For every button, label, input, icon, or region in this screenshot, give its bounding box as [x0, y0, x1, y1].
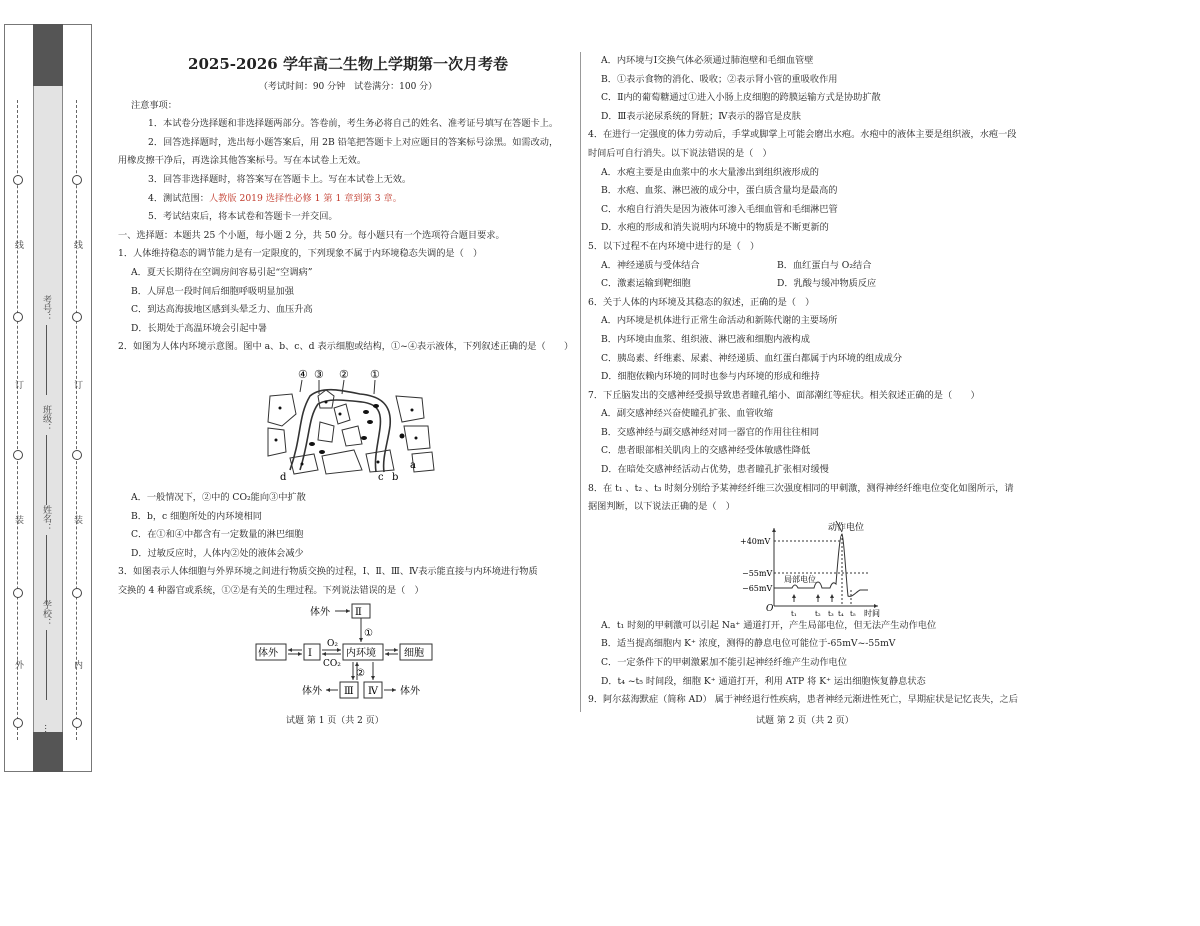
question-3: 3．如图表示人体细胞与外界环境之间进行物质交换的过程，Ⅰ、Ⅱ、Ⅲ、Ⅳ表示能直接与内环境进行物质 — [118, 566, 538, 578]
system-2-box: Ⅱ — [355, 607, 362, 618]
option: B．交感神经与副交感神经对同一器官的作用往往相同 — [601, 426, 820, 438]
x-axis-label: 时间 — [864, 609, 880, 618]
binding-word-inner: 内 — [72, 660, 82, 669]
label-4: ④ — [298, 368, 308, 381]
option: C．一定条件下的甲刺激累加不能引起神经纤维产生动作电位 — [601, 657, 847, 669]
option: B．b，c 细胞所处的内环境相同 — [131, 510, 262, 522]
cell-box: 细胞 — [404, 648, 424, 659]
option-row — [588, 257, 1048, 276]
binding-dots: … — [42, 724, 52, 733]
outside-label: 体外 — [310, 607, 330, 618]
option: A．内环境是机体进行正常生命活动和新陈代谢的主要场所 — [601, 315, 838, 327]
outside-label: 体外 — [400, 686, 420, 697]
option: C．患者眼部相关肌肉上的交感神经受体敏感性降低 — [601, 445, 811, 457]
option: D．水疱的形成和消失说明内环境中的物质是不断更新的 — [601, 222, 829, 234]
option: B．人屏息一段时间后细胞呼吸明显加强 — [131, 285, 294, 297]
option: C．Ⅱ内的葡萄糖通过①进入小肠上皮细胞的跨膜运输方式是协助扩散 — [601, 92, 881, 104]
id-field — [40, 295, 53, 395]
x-tick: t₂ — [815, 610, 821, 618]
binding-word-outer: 外 — [13, 660, 23, 669]
outer-dashed-line — [17, 100, 18, 740]
question-8-cont: 据图判断，以下说法正确的是（ ） — [588, 501, 735, 513]
label-d: d — [280, 472, 287, 482]
local-potential-label: 局部电位 — [784, 575, 816, 584]
binding-word-outer: 线 — [13, 240, 23, 249]
option: D．长期处于高温环境会引起中暑 — [131, 322, 267, 334]
notice-item: 用橡皮擦干净后，再选涂其他答案标号。写在本试卷上无效。 — [118, 155, 367, 167]
question-8: 8．在 t₁ 、t₂ 、t₃ 时刻分别给予某神经纤维三次强度相同的甲刺激，测得神经纤维电位变化如图所示，请 — [588, 482, 1014, 494]
binding-circle — [72, 718, 82, 728]
outside-label: 体外 — [302, 686, 322, 697]
option: C．水疱自行消失是因为液体可渗入毛细血管和毛细淋巴管 — [601, 203, 838, 215]
label-a: a — [410, 460, 416, 471]
notice-item: 1．本试卷分选择题和非选择题两部分。答卷前，考生务必将自己的姓名、准考证号填写在答题卡上。 — [148, 118, 559, 130]
option: B．内环境由血浆、组织液、淋巴液和细胞内液构成 — [601, 333, 810, 345]
system-3-box: Ⅲ — [344, 686, 354, 697]
question-4: 4．在进行一定强度的体力劳动后，手掌或脚掌上可能会磨出水疱。水疱中的液体主要是组织液，水疱一段 — [588, 129, 1017, 141]
notice-item: 5．考试结束后，将本试卷和答题卡一并交回。 — [148, 211, 338, 223]
section-heading: 一、选择题：本题共 25 个小题，每小题 2 分，共 50 分。每小题只有一个选项符合题目要求。 — [118, 229, 505, 241]
option: B．适当提高细胞内 K⁺ 浓度，测得的静息电位可能位于-65mV~-55mV — [601, 638, 896, 650]
option: A．t₁ 时刻的甲刺激可以引起 Na⁺ 通道打开，产生局部电位，但无法产生动作电位 — [601, 619, 937, 631]
exam-title: 2025-2026 学年高二生物上学期第一次月考卷 — [188, 55, 508, 73]
notice-item: 3．回答非选择题时，将答案写在答题卡上。写在本试卷上无效。 — [148, 173, 412, 185]
option: B．血红蛋白与 O₂结合 — [777, 259, 872, 271]
option: D．在暗处交感神经活动占优势，患者瞳孔扩张相对缓慢 — [601, 464, 829, 476]
question-3-cont: 交换的 4 种器官或系统，①②是有关的生理过程。下列说法错误的是（ ） — [118, 584, 424, 596]
option-row — [588, 275, 1048, 294]
y-tick: −65mV — [742, 584, 773, 593]
option: C．激素运输到靶细胞 — [601, 278, 691, 290]
binding-word-inner: 装 — [72, 515, 82, 524]
question-5: 5．以下过程不在内环境中进行的是（ ） — [588, 240, 760, 252]
binding-bottom-block — [33, 732, 63, 772]
question-7: 7．下丘脑发出的交感神经受损导致患者瞳孔缩小、面部潮红等症状。相关叙述正确的是（ ） — [588, 389, 980, 401]
notice-scope-label: 4．测试范围： — [148, 192, 209, 204]
process-2: ② — [356, 668, 365, 679]
option: D．乳酸与缓冲物质反应 — [777, 278, 877, 290]
option: D．过敏反应时，人体内②处的液体会减少 — [131, 547, 304, 559]
class-label: 班级： — [41, 405, 51, 432]
question-6: 6．关于人体的内环境及其稳态的叙述，正确的是（ ） — [588, 296, 815, 308]
option: A．内环境与Ⅰ交换气体必须通过肺泡壁和毛细血管壁 — [601, 55, 814, 66]
binding-top-block — [33, 24, 63, 86]
binding-word-outer: 订 — [13, 380, 23, 389]
option: C．胰岛素、纤维素、尿素、神经递质、血红蛋白都属于内环境的组成成分 — [601, 352, 903, 364]
center-box: 内环境 — [346, 648, 376, 659]
school-label: 学校： — [41, 600, 51, 627]
label-2: ② — [339, 368, 349, 381]
option: C．到达高海拔地区感到头晕乏力、血压升高 — [131, 304, 313, 316]
co2-label: CO₂ — [323, 659, 341, 669]
page1-column — [118, 50, 578, 600]
o2-label: O₂ — [327, 639, 338, 649]
binding-word-outer: 装 — [13, 515, 23, 524]
binding-circle — [13, 718, 23, 728]
binding-word-inner: 线 — [72, 240, 82, 249]
x-tick: t₄ — [838, 610, 844, 618]
label-c: c — [378, 472, 384, 482]
binding-circle — [72, 450, 82, 460]
binding-circle — [72, 175, 82, 185]
binding-word-inner: 订 — [72, 380, 82, 389]
binding-circle — [13, 588, 23, 598]
option: C．在①和④中都含有一定数量的淋巴细胞 — [131, 529, 304, 541]
option: D．Ⅲ表示泌尿系统的肾脏；Ⅳ表示的器官是皮肤 — [601, 110, 801, 122]
option: B．水疱、血浆、淋巴液的成分中，蛋白质含量均是最高的 — [601, 185, 838, 197]
option: D．t₄ ~t₅ 时间段，细胞 K⁺ 通道打开，利用 ATP 将 K⁺ 运出细胞恢复静息状态 — [601, 675, 926, 687]
name-field — [40, 505, 53, 605]
y-tick: +40mV — [740, 537, 771, 546]
page2-footer: 试题 第 2 页（共 2 页） — [756, 716, 854, 726]
system-1-box: Ⅰ — [308, 648, 312, 659]
origin-label: O — [766, 604, 774, 614]
question-9: 9．阿尔兹海默症（简称 AD） 属于神经退行性疾病，患者神经元渐进性死亡，早期症状是记忆丧失，之后 — [588, 694, 1018, 706]
option: A．神经递质与受体结合 — [601, 259, 700, 271]
x-tick: t₅ — [850, 610, 856, 618]
notice-heading: 注意事项： — [131, 99, 177, 111]
binding-circle — [72, 312, 82, 322]
inner-environment-figure — [262, 366, 442, 486]
label-1: ① — [370, 368, 380, 381]
membrane-potential-figure — [738, 518, 888, 622]
class-field — [40, 405, 53, 505]
page1-footer: 试题 第 1 页（共 2 页） — [286, 716, 384, 726]
option: A．副交感神经兴奋使瞳孔扩张、血管收缩 — [601, 408, 774, 420]
label-b: b — [392, 472, 399, 482]
inner-dashed-line — [76, 100, 77, 740]
exchange-figure — [250, 600, 440, 706]
question-1: 1．人体维持稳态的调节能力是有一定限度的，下列现象不属于内环境稳态失调的是（ ） — [118, 248, 483, 260]
exam-subtitle: （考试时间：90 分钟 试卷满分：100 分） — [258, 82, 438, 92]
option: A．夏天长期待在空调房间容易引起“空调病” — [131, 266, 313, 278]
option: A．水疱主要是由血浆中的水大量渗出到组织液形成的 — [601, 166, 819, 178]
school-field — [40, 600, 53, 700]
y-tick: −55mV — [742, 569, 773, 578]
question-4-cont: 时间后可自行消失。以下说法错误的是（ ） — [588, 147, 772, 159]
notice-item: 2．回答选择题时，选出每小题答案后，用 2B 铅笔把答题卡上对应题目的答案标号涂黑。如需改动， — [148, 136, 559, 148]
binding-circle — [13, 312, 23, 322]
option: D．细胞依赖内环境的同时也参与内环境的形成和维持 — [601, 371, 820, 383]
question-2: 2．如图为人体内环境示意图。图中 a、b、c、d 表示细胞或结构，①~④表示液体，下列叙述正确的是（ ） — [118, 341, 574, 353]
x-tick: t₃ — [828, 610, 834, 618]
binding-circle — [13, 175, 23, 185]
action-potential-label: 动作电位 — [828, 523, 865, 533]
name-label: 姓名： — [41, 505, 51, 532]
binding-circle — [72, 588, 82, 598]
notice-scope-value: 人教版 2019 选择性必修 1 第 1 章到第 3 章。 — [208, 192, 402, 204]
id-label: 考号： — [41, 295, 51, 322]
system-4-box: Ⅳ — [368, 686, 378, 697]
x-tick: t₁ — [791, 610, 797, 618]
label-3: ③ — [314, 368, 324, 381]
option: A．一般情况下，②中的 CO₂能向③中扩散 — [131, 491, 306, 503]
page-divider — [580, 52, 581, 712]
binding-circle — [13, 450, 23, 460]
process-1: ① — [364, 628, 373, 639]
outside-label: 体外 — [258, 648, 278, 659]
notice-item — [118, 190, 578, 209]
option: B．①表示食物的消化、吸收；②表示肾小管的重吸收作用 — [601, 73, 838, 85]
